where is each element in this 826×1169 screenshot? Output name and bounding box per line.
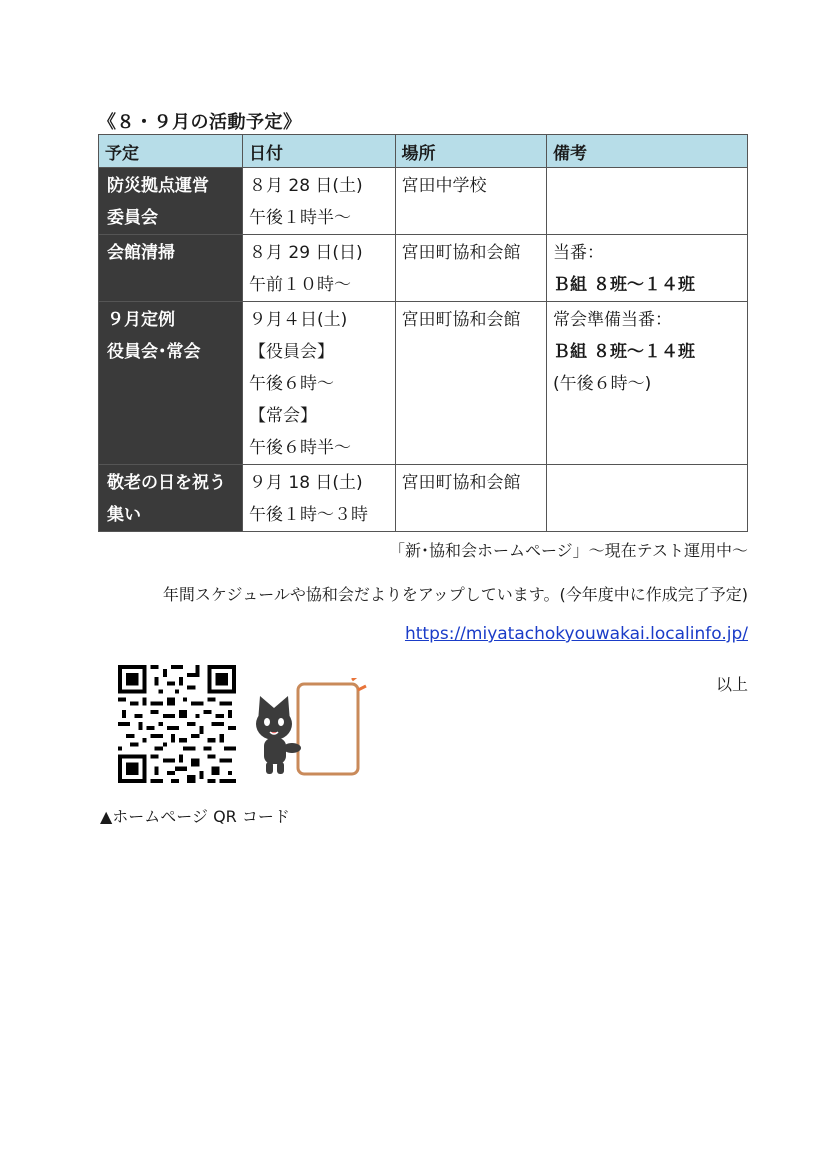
date-text: 午後１時半～ xyxy=(248,208,351,228)
date-text: 【常会】 xyxy=(248,406,317,426)
notes-cell xyxy=(547,465,748,532)
event-text: 防災拠点運営 xyxy=(107,176,209,196)
homepage-notice-text: 年間スケジュールや協和会だよりをアップしています。(今年度中に作成完了予定) xyxy=(162,585,748,604)
date-text: 午前１０時～ xyxy=(248,275,351,295)
date-text: ９月 18 日(土) xyxy=(248,473,363,493)
date-cell xyxy=(242,168,395,235)
event-cell xyxy=(99,465,243,532)
table-row xyxy=(99,168,748,235)
event-cell xyxy=(99,235,243,302)
notes-text: Ｂ組 ８班～１４班 xyxy=(553,342,695,362)
notes-cell xyxy=(547,168,748,235)
table-row xyxy=(99,465,748,532)
event-text: 集い xyxy=(107,505,141,525)
notes-text: (午後６時～) xyxy=(553,374,652,394)
place-text: 宮田町協和会館 xyxy=(401,243,521,263)
table-row xyxy=(99,235,748,302)
notes-cell xyxy=(547,235,748,302)
table-row xyxy=(99,302,748,465)
notes-cell xyxy=(547,302,748,465)
event-text: ９月定例 xyxy=(107,310,175,330)
cat-mascot-icon xyxy=(250,678,368,778)
date-text: 午後６時～ xyxy=(248,374,334,394)
date-text: 午後１時～３時 xyxy=(248,505,368,525)
date-cell xyxy=(242,465,395,532)
date-cell xyxy=(242,302,395,465)
notes-text: Ｂ組 ８班～１４班 xyxy=(553,275,695,295)
header-notes: 備考 xyxy=(547,135,748,168)
event-cell xyxy=(99,168,243,235)
date-text: ８月 28 日(土) xyxy=(248,176,363,196)
date-text: ８月 29 日(日) xyxy=(248,243,363,263)
date-text: 【役員会】 xyxy=(248,342,334,362)
date-cell xyxy=(242,235,395,302)
closing-text: 以上 xyxy=(715,675,748,694)
place-text: 宮田町協和会館 xyxy=(401,473,521,493)
notes-text: 常会準備当番： xyxy=(553,310,673,330)
header-place: 場所 xyxy=(395,135,547,168)
notes-text: 当番： xyxy=(553,243,605,263)
date-text: 午後６時半～ xyxy=(248,438,351,458)
place-text: 宮田中学校 xyxy=(401,176,487,196)
homepage-notice-title: 「新･協和会ホームページ」～現在テスト運用中～ xyxy=(388,541,748,560)
event-text: 役員会･常会 xyxy=(107,342,201,362)
header-date: 日付 xyxy=(242,135,395,168)
qr-caption: ▲ホームページ QR コード xyxy=(100,807,290,826)
place-cell xyxy=(395,465,547,532)
event-cell xyxy=(99,302,243,465)
event-text: 会館清掃 xyxy=(107,243,175,263)
header-event: 予定 xyxy=(99,135,243,168)
place-cell xyxy=(395,302,547,465)
event-text: 敬老の日を祝う xyxy=(107,473,226,493)
schedule-table xyxy=(98,134,748,532)
date-text: ９月４日(土) xyxy=(248,310,348,330)
homepage-link[interactable]: https://miyatachokyouwakai.localinfo.jp/ xyxy=(404,624,748,644)
qr-code-icon xyxy=(118,665,236,783)
table-header-row xyxy=(99,135,748,168)
page-heading: 《８・９月の活動予定》 xyxy=(98,112,302,133)
event-text: 委員会 xyxy=(107,208,158,228)
place-cell xyxy=(395,168,547,235)
place-text: 宮田町協和会館 xyxy=(401,310,521,330)
place-cell xyxy=(395,235,547,302)
